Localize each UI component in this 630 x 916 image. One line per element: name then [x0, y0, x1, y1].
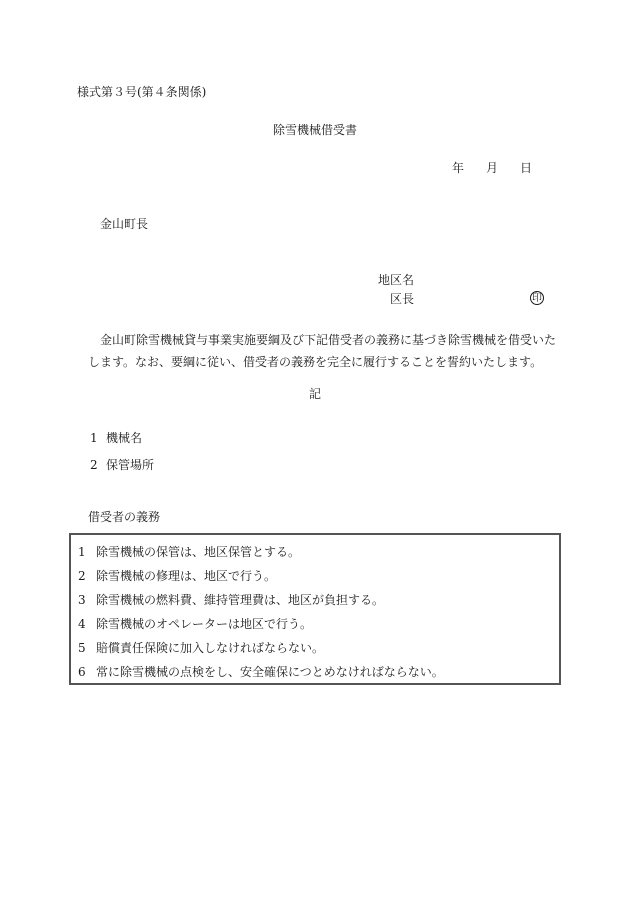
- duties-box: [69, 533, 561, 685]
- duty-number: 3: [78, 593, 86, 607]
- date-year-label: 年: [452, 161, 465, 175]
- duty-text: 除雪機械の燃料費、維持管理費は、地区が負担する。: [96, 593, 385, 607]
- duty-item: [78, 641, 444, 665]
- addressee: 金山町長: [100, 217, 149, 231]
- district-name-label: 地区名: [378, 273, 415, 287]
- duty-item: [78, 593, 444, 617]
- item-machine-name: [90, 432, 142, 444]
- ki-marker: 記: [308, 387, 321, 401]
- duty-number: 5: [78, 641, 86, 655]
- item-label: 機械名: [106, 431, 143, 445]
- body-line-1: 金山町除雪機械貸与事業実施要綱及び下記借受者の義務に基づき除雪機械を借受いた: [100, 333, 557, 347]
- duty-number: 6: [78, 665, 86, 679]
- date-day-label: 日: [520, 161, 533, 175]
- item-number: 1: [90, 431, 98, 445]
- date-month-label: 月: [486, 161, 499, 175]
- form-number: 様式第３号(第４条関係): [77, 85, 207, 99]
- duty-text: 除雪機械の保管は、地区保管とする。: [96, 545, 301, 559]
- duties-heading: 借受者の義務: [88, 510, 161, 524]
- seal-mark: 印: [532, 293, 542, 304]
- duty-text: 除雪機械のオペレーターは地区で行う。: [96, 617, 313, 631]
- duty-text: 常に除雪機械の点検をし、安全確保につとめなければならない。: [96, 665, 444, 679]
- document-title: 除雪機械借受書: [272, 123, 357, 137]
- duty-item: [78, 617, 444, 641]
- duties-list: [78, 545, 444, 689]
- item-number: 2: [90, 458, 98, 472]
- duty-item: [78, 545, 444, 569]
- body-paragraph: [88, 329, 558, 373]
- duty-item: [78, 665, 444, 689]
- duty-item: [78, 569, 444, 593]
- duty-text: 除雪機械の修理は、地区で行う。: [96, 569, 277, 583]
- duty-number: 4: [78, 617, 86, 631]
- duty-number: 1: [78, 545, 86, 559]
- body-line-2: します。なお、要綱に従い、借受者の義務を完全に履行することを誓約いたします。: [88, 355, 543, 369]
- item-label: 保管場所: [106, 458, 155, 472]
- item-storage-location: [90, 459, 154, 471]
- date-line: [452, 162, 532, 174]
- district-chief-label: 区長: [390, 292, 415, 306]
- duty-text: 賠償責任保険に加入しなければならない。: [96, 641, 325, 655]
- duty-number: 2: [78, 569, 86, 583]
